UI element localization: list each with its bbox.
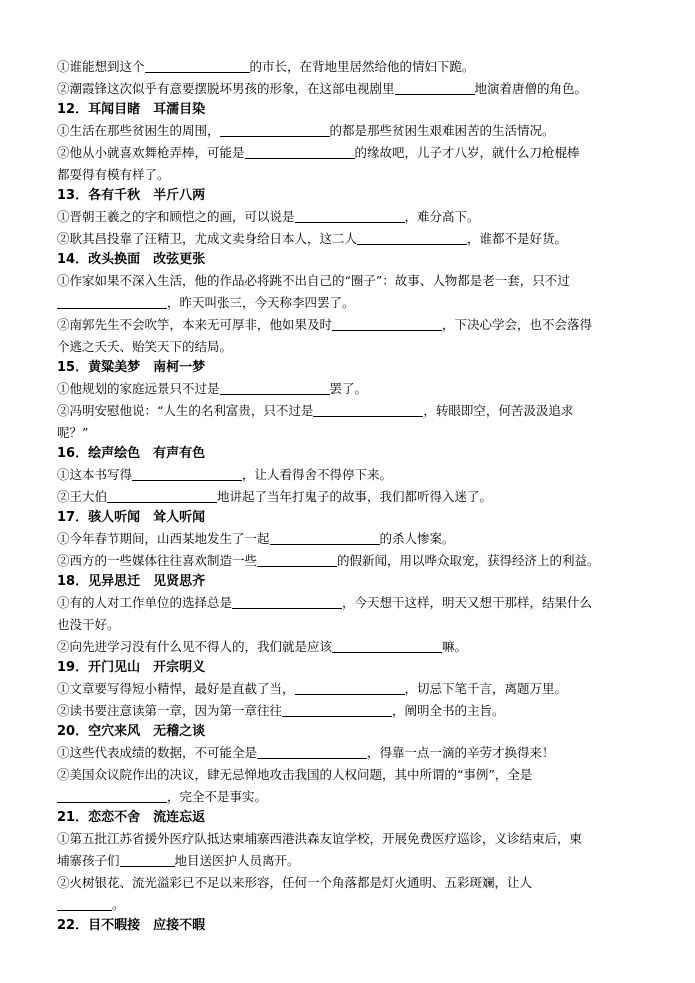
text-line: ，完全不是事实。 [57,788,647,806]
text-line: ②美国众议院作出的决议，肆无忌惮地攻击我国的人权问题，其中所谓的“事例”，全是 [57,767,533,782]
text-line: ②耿其昌投靠了汪精卫，尤成文卖身给日本人，这二人 ，谁都不是好货。 [57,231,568,246]
text-line: ①有的人对工作单位的选择总是 ，今天想干这样，明天又想干那样，结果什么 [57,595,593,610]
text-line: ①作家如果不深入生活，他的作品必将跳不出自己的“圈子”：故事、人物都是老一套，只不过 [57,273,570,288]
section-heading: 16．绘声绘色 有声有色 [57,446,206,461]
text-line: ，昨天叫张三，今天称李四罢了。 [57,294,647,312]
text-line: ②向先进学习没有什么见不得人的，我们就是应该 嘛。 [57,639,468,654]
section-heading: 19．开门见山 开宗明义 [57,660,206,675]
text-line: 都耍得有模有样了。 [57,167,170,182]
text-line: 个逃之夭夭、贻笑天下的结局。 [57,339,233,354]
section-heading: 15．黄粱美梦 南柯一梦 [57,360,206,375]
text-line: 埔寨孩子们 地目送医护人员离开。 [57,853,300,868]
section-heading: 21．恋恋不舍 流连忘返 [57,810,206,825]
text-line: ②潮霞锋这次似乎有意要摆脱坏男孩的形象，在这部电视剧里 地演着唐僧的角色。 [57,81,588,96]
text-line: ②火树银花、流光溢彩已不足以来形容，任何一个角落都是灯火通明、五彩斑斓，让人 [57,875,533,890]
text-line: ①晋朝王羲之的字和顾恺之的画，可以说是 ，难分高下。 [57,209,480,224]
text-line: ①第五批江苏省援外医疗队抵达柬埔寨西港洪森友谊学校，开展免费医疗巡诊，义诊结束后，柬 [57,831,583,846]
section-heading: 22．目不暇接 应接不暇 [57,918,206,933]
text-line: ②冯明安慰他说：“人生的名利富贵，只不过是 ，转眼即空，何苦汲汲追求 [57,403,574,418]
text-line: ②西方的一些媒体往往喜欢制造一些 的假新闻，用以哗众取宠，获得经济上的利益。 [57,553,600,568]
text-line: 也没干好。 [57,617,120,632]
text-line: ②读书要注意读第一章，因为第一章往往 ，阐明全书的主旨。 [57,703,505,718]
section-heading: 17．骇人听闻 耸人听闻 [57,510,206,525]
text-line: ②南郭先生不会吹竽，本来无可厚非，他如果及时 ，下决心学会，也不会落得 [57,317,593,332]
text-line: 呢？” [57,425,89,440]
text-line: ②他从小就喜欢舞枪弄棒，可能是 的缘故吧，儿子才八岁，就什么刀枪棍棒 [57,145,580,160]
section-heading: 20．空穴来风 无稽之谈 [57,724,206,739]
text-line: ①这些代表成绩的数据，不可能全是 ，得靠一点一滴的辛劳才换得来！ [57,745,555,760]
text-line: ①他规划的家庭远景只不过是 罢了。 [57,381,368,396]
section-heading: 13．各有千秋 半斤八两 [57,188,206,203]
text-line: 。 [57,896,647,914]
section-heading: 18．见异思迁 见贤思齐 [57,574,206,589]
section-heading: 12．耳闻目睹 耳濡目染 [57,102,206,117]
section-heading: 14．改头换面 改弦更张 [57,252,206,267]
text-line: ①这本书写得 ，让人看得舍不得停下来。 [57,467,393,482]
text-line: ①生活在那些贫困生的周围， 的都是那些贫困生艰难困苦的生活情况。 [57,123,555,138]
text-line: ①文章要写得短小精悍，最好是直截了当， ，切忌下笔千言，离题万里。 [57,681,568,696]
text-line: ①谁能想到这个 的市长，在背地里居然给他的情妇下跪。 [57,59,475,74]
text-line: ②王大伯 地讲起了当年打鬼子的故事，我们都听得入迷了。 [57,489,493,504]
text-line: ①今年春节期间，山西某地发生了一起 的杀人惨案。 [57,531,455,546]
